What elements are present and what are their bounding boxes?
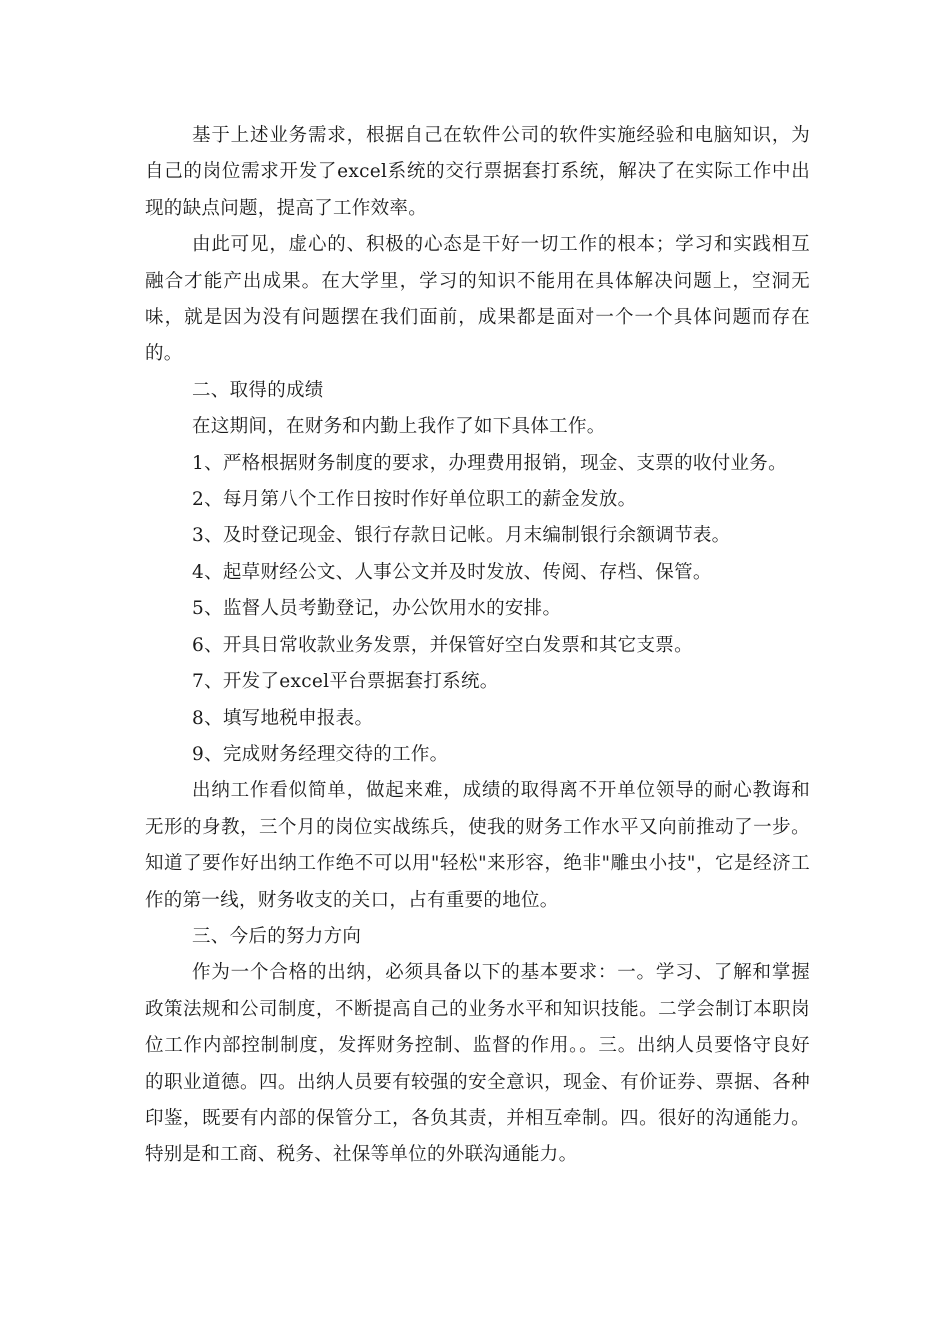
list-item-5: 5、监督人员考勤登记，办公饮用水的安排。	[192, 598, 562, 620]
list-item-3: 3、及时登记现金、银行存款日记帐。月末编制银行余额调节表。	[192, 525, 731, 547]
list-item-4: 4、起草财经公文、人事公文并及时发放、传阅、存档、保管。	[192, 561, 712, 583]
list-item-8: 8、填写地税申报表。	[192, 707, 374, 729]
paragraph-attitude: 由此可见，虚心的、积极的心态是干好一切工作的根本；学习和实践相互融合才能产出成果。在大学里，学习的知识不能用在具体解决问题上，空洞无味，就是因为没有问题摆在我们面前，成果都是面对一个一个具体问题而存在的。	[145, 234, 810, 365]
list-item-6: 6、开具日常收款业务发票，并保管好空白发票和其它支票。	[192, 634, 693, 656]
section-heading-future: 三、今后的努力方向	[192, 925, 362, 947]
list-item-7: 7、开发了excel平台票据套打系统。	[192, 671, 499, 693]
paragraph-requirements: 作为一个合格的出纳，必须具备以下的基本要求：一。学习、了解和掌握政策法规和公司制度，不断提高自己的业务水平和知识技能。二学会制订本职岗位工作内部控制制度，发挥财务控制、监督的作用。。三。出纳人员要恪守良好的职业道德。四。出纳人员要有较强的安全意识，现金、有价证券、票据、各种印鉴，既要有内部的保管分工，各负其责，并相互牵制。四。很好的沟通能力。特别是和工商、税务、社保等单位的外联沟通能力。	[145, 962, 810, 1166]
list-item-2: 2、每月第八个工作日按时作好单位职工的薪金发放。	[192, 489, 637, 511]
list-item-9: 9、完成财务经理交待的工作。	[192, 743, 449, 765]
list-item-1: 1、严格根据财务制度的要求，办理费用报销，现金、支票的收付业务。	[192, 452, 787, 474]
paragraph-work-intro: 在这期间，在财务和内勤上我作了如下具体工作。	[192, 416, 606, 438]
section-heading-achievements: 二、取得的成绩	[192, 379, 324, 401]
paragraph-cashier-work: 出纳工作看似简单，做起来难，成绩的取得离不开单位领导的耐心教诲和无形的身教，三个月的岗位实战练兵，使我的财务工作水平又向前推动了一步。知道了要作好出纳工作绝不可以用"轻松"来形容，绝非"雕虫小技"，它是经济工作的第一线，财务收支的关口，占有重要的地位。	[145, 780, 810, 911]
paragraph-business-needs: 基于上述业务需求，根据自己在软件公司的软件实施经验和电脑知识，为自己的岗位需求开发了excel系统的交行票据套打系统，解决了在实际工作中出现的缺点问题，提高了工作效率。	[145, 125, 810, 219]
document-body	[145, 118, 810, 1174]
